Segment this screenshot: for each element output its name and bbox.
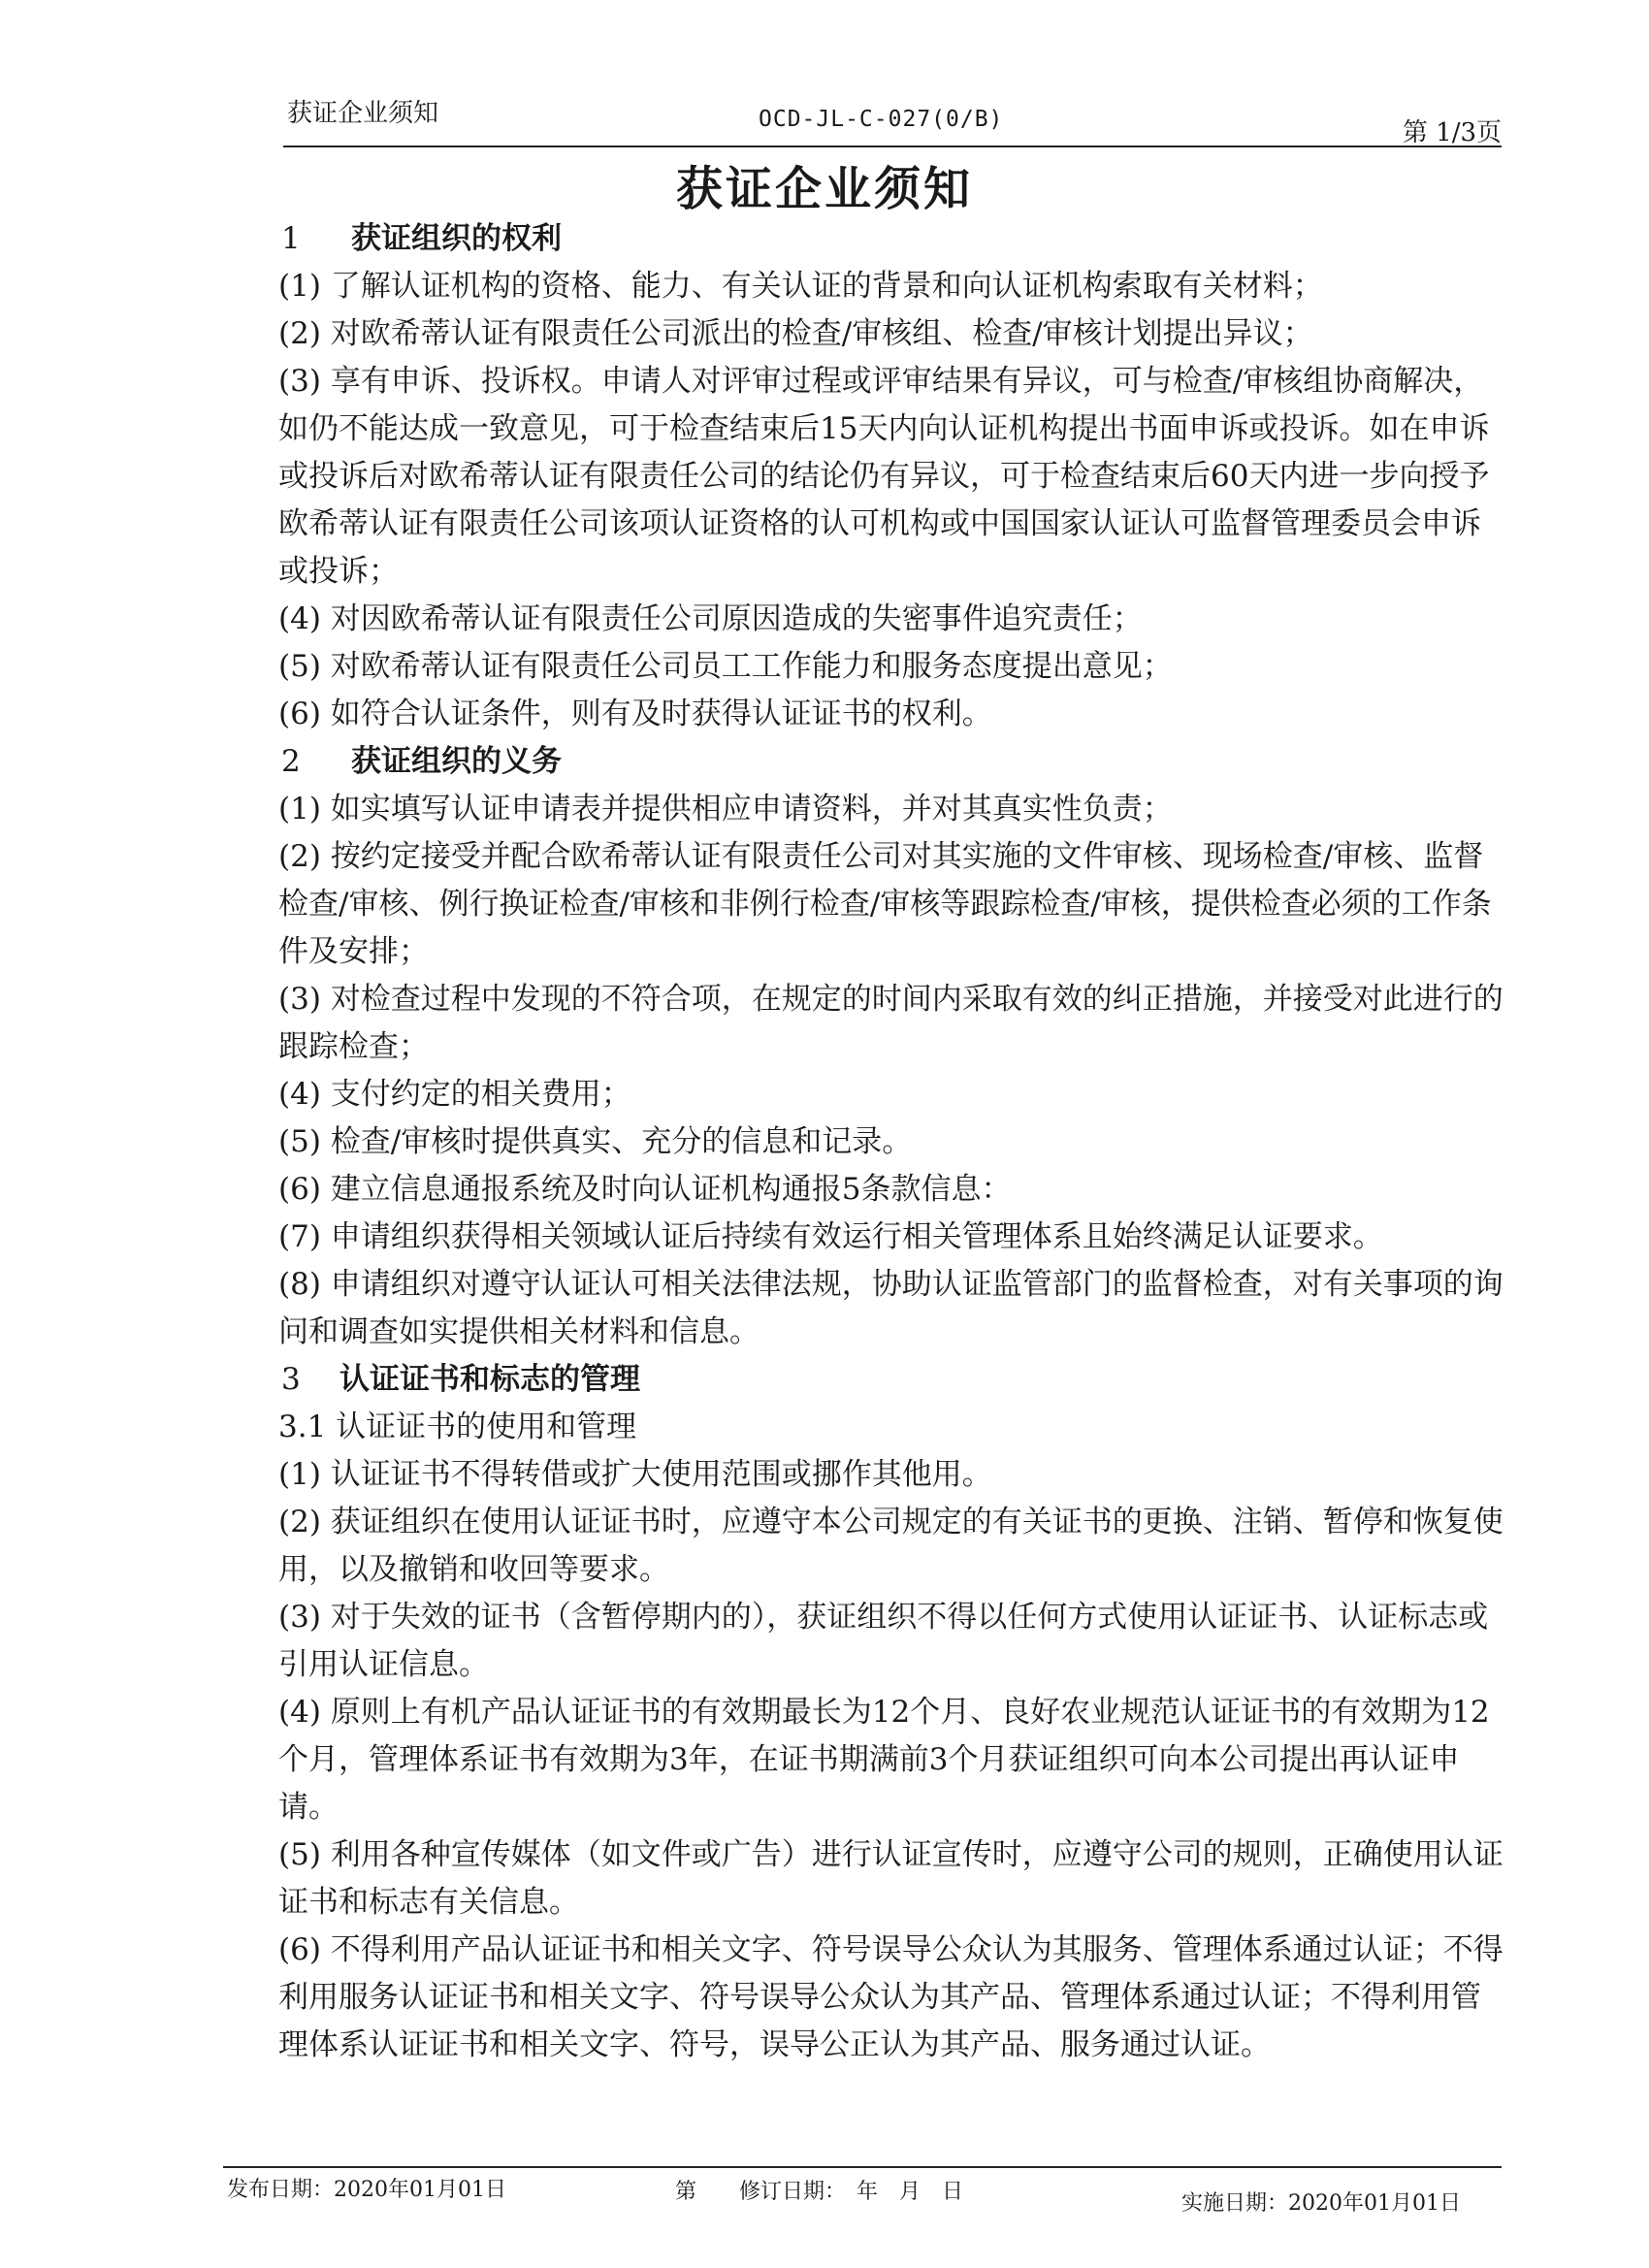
clause-item: (5) 对欧希蒂认证有限责任公司员工工作能力和服务态度提出意见；: [278, 649, 1173, 684]
clause-item: (4) 支付约定的相关费用；: [278, 1077, 631, 1112]
clause-item: (2) 按约定接受并配合欧希蒂认证有限责任公司对其实施的文件审核、现场检查/审核、监督检查/审核、例行换证检查/审核和非例行检查/审核等跟踪检查/审核，提供检查必须的工作条件及安排；: [278, 839, 1492, 969]
clause-item: (3) 对于失效的证书（含暂停期内的），获证组织不得以任何方式使用认证证书、认证标志或引用认证信息。: [278, 1600, 1489, 1682]
clause-item: (3) 对检查过程中发现的不符合项，在规定的时间内采取有效的纠正措施，并接受对此进行的跟踪检查；: [278, 982, 1504, 1064]
clause-item: (1) 了解认证机构的资格、能力、有关认证的背景和向认证机构索取有关材料；: [278, 269, 1323, 304]
clause-item: (6) 如符合认证条件，则有及时获得认证证书的权利。: [278, 697, 992, 731]
document-body: [278, 215, 1510, 2069]
issue-date: 发布日期：2020年01月01日: [227, 2178, 506, 2202]
clause-item: (7) 申请组织获得相关领域认证后持续有效运行相关管理体系且始终满足认证要求。: [278, 1219, 1383, 1254]
section-heading: [278, 215, 1510, 263]
clause-item: (8) 申请组织对遵守认证认可相关法律法规，协助认证监管部门的监督检查，对有关事项的询问和调查如实提供相关材料和信息。: [278, 1267, 1504, 1349]
header-doc-name: 获证企业须知: [287, 99, 439, 128]
revision-label: 第: [675, 2180, 697, 2204]
section-heading: [278, 1356, 1510, 1404]
section-title: 获证组织的义务: [351, 744, 562, 779]
section-number: 3: [281, 1362, 301, 1397]
clause-item: (4) 对因欧希蒂认证有限责任公司原因造成的失密事件追究责任；: [278, 601, 1143, 636]
header-page-number: 第 1/3页: [1402, 118, 1502, 147]
section-number: 1: [281, 221, 301, 256]
clause-item: (4) 原则上有机产品认证证书的有效期最长为12个月、良好农业规范认证证书的有效期为12个月，管理体系证书有效期为3年，在证书期满前3个月获证组织可向本公司提出再认证申请。: [278, 1695, 1490, 1825]
clause-item: (2) 获证组织在使用认证证书时，应遵守本公司规定的有关证书的更换、注销、暂停和恢复使用，以及撤销和收回等要求。: [278, 1505, 1504, 1587]
subsection-heading: 3.1 认证证书的使用和管理: [278, 1409, 637, 1444]
section-title: 获证组织的权利: [351, 221, 562, 256]
clause-item: (6) 建立信息通报系统及时向认证机构通报5条款信息：: [278, 1172, 1012, 1207]
page-title: 获证企业须知: [675, 162, 973, 216]
section-heading: [278, 738, 1510, 786]
clause-item: (5) 检查/审核时提供真实、充分的信息和记录。: [278, 1124, 913, 1159]
revision-date: 修订日期： 年 月 日: [739, 2180, 964, 2204]
header-divider: [283, 146, 1502, 147]
page-header: [283, 93, 1502, 147]
clause-item: (1) 如实填写认证申请表并提供相应申请资料，并对其真实性负责；: [278, 792, 1173, 826]
clause-item: (5) 利用各种宣传媒体（如文件或广告）进行认证宣传时，应遵守公司的规则，正确使用认证证书和标志有关信息。: [278, 1837, 1504, 1920]
implementation-date: 实施日期：2020年01月01日: [1181, 2191, 1461, 2216]
clause-item: (3) 享有申诉、投诉权。申请人对评审过程或评审结果有异议，可与检查/审核组协商解决，如仍不能达成一致意见，可于检查结束后15天内向认证机构提出书面申诉或投诉。如在申诉或投诉后对欧希蒂认证有限责任公司的结论仍有异议，可于检查结束后60天内进一步向授予欧希蒂认证有限责任公司该项认证资格的认可机构或中国国家认证认可监督管理委员会申诉或投诉；: [278, 364, 1490, 589]
clause-item: (6) 不得利用产品认证证书和相关文字、符号误导公众认为其服务、管理体系通过认证；不得利用服务认证证书和相关文字、符号误导公众认为其产品、管理体系通过认证；不得利用管理体系认证证书和相关文字、符号，误导公正认为其产品、服务通过认证。: [278, 1932, 1504, 2062]
section-title: 认证证书和标志的管理: [340, 1362, 640, 1397]
section-number: 2: [281, 744, 301, 779]
footer-divider: [223, 2166, 1502, 2168]
clause-item: (1) 认证证书不得转借或扩大使用范围或挪作其他用。: [278, 1457, 992, 1492]
clause-item: (2) 对欧希蒂认证有限责任公司派出的检查/审核组、检查/审核计划提出异议；: [278, 316, 1313, 351]
header-doc-code: OCD-JL-C-027(0/B): [759, 107, 1004, 132]
page-footer: [223, 2173, 1502, 2216]
